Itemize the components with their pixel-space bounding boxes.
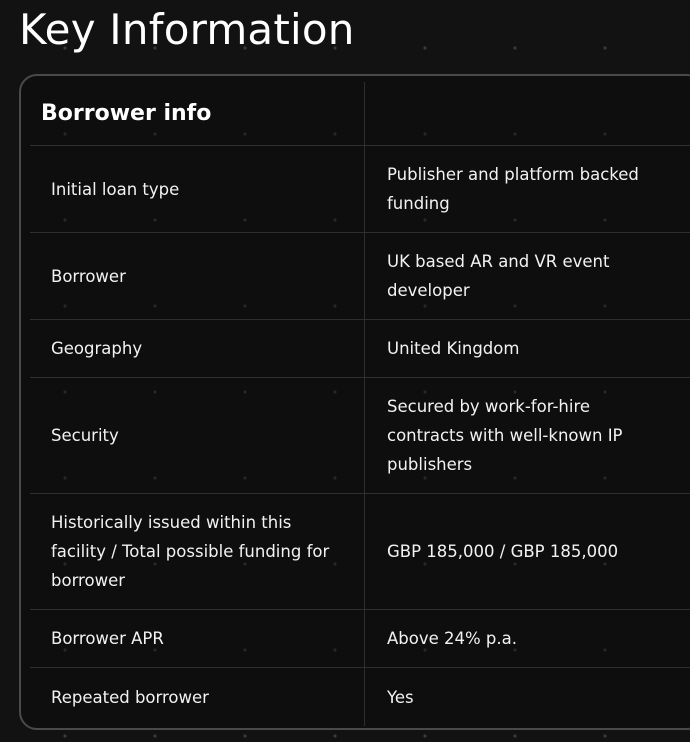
row-label-cell [30,146,365,232]
row-label-initial-loan-type: Initial loan type [51,179,180,199]
row-value-cell [365,378,690,493]
row-label-repeated-borrower: Repeated borrower [51,687,209,707]
row-value-initial-loan-type: Publisher and platform backed funding [387,165,639,213]
row-label-borrower: Borrower [51,266,126,286]
header-right-cell [365,82,690,145]
header-left-cell [30,82,365,145]
row-label-cell [30,494,365,609]
table-row [30,320,690,378]
row-value-repeated-borrower: Yes [387,687,414,707]
row-label-cell [30,233,365,319]
section-title: Borrower info [41,101,212,126]
row-value-borrower-apr: Above 24% p.a. [387,629,518,648]
table-row [30,494,690,610]
row-value-security: Secured by work-for-hire contracts with well-known IP publishers [387,397,623,474]
row-value-geography: United Kingdom [387,339,520,358]
table-header-row [30,82,690,146]
row-label-cell [30,378,365,493]
row-value-cell [365,494,690,609]
row-label-cell [30,668,365,726]
row-label-cell [30,320,365,377]
table-row [30,146,690,233]
row-label-cell [30,610,365,667]
row-value-cell [365,233,690,319]
row-value-cell [365,146,690,232]
row-value-cell [365,668,690,726]
table-row [30,668,690,726]
page-title: Key Information [19,5,355,54]
row-value-historically-issued: GBP 185,000 / GBP 185,000 [387,542,619,561]
row-label-borrower-apr: Borrower APR [51,629,164,648]
row-label-historically-issued: Historically issued within this facility / Total possible funding for borrower [51,513,330,590]
row-value-cell [365,610,690,667]
row-label-security: Security [51,426,119,445]
borrower-info-table [19,74,690,730]
row-value-cell [365,320,690,377]
row-value-borrower: UK based AR and VR event developer [387,252,610,300]
table-row [30,233,690,320]
table-row [30,610,690,668]
table-row [30,378,690,494]
row-label-geography: Geography [51,339,143,358]
